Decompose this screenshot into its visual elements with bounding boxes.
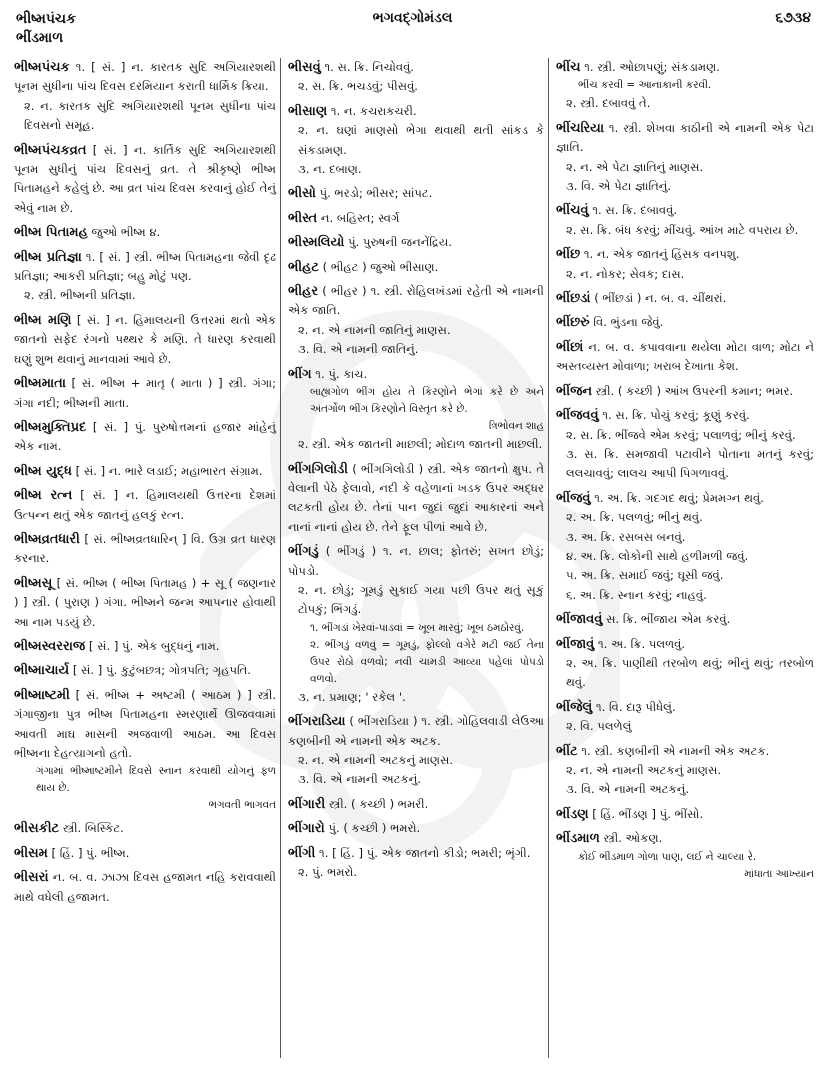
definition-text: જુઓ ભીષ્મ ૪. (91, 225, 161, 240)
headword: ભીંજેલું (556, 699, 593, 715)
definition-text: ૧. સ. ક્રિ. દબાવવું. (592, 203, 678, 218)
sense-item: ૨. સ્ત્રી. ભીષ્મની પ્રતિજ્ઞા. (24, 288, 136, 303)
dictionary-entry (14, 418, 276, 457)
entry-definition (288, 712, 544, 751)
entry-definition (556, 245, 814, 264)
entry-definition (288, 282, 544, 321)
headword: ભીષ્મવ્રતધારી (14, 531, 80, 547)
definition-text: [ હિં. ] પું. ભીષ્મ. (51, 845, 130, 860)
entry-definition (14, 223, 276, 242)
definition-text: [ સં. ભીષ્મ + અષ્ટમી ( આઠમ ) ] સ્ત્રી. ગંગાજીના પુત્ર ભીષ્મ પિતામહના સ્મરણાર્થે ઊજવવામાં આવતી માઘ માસની અજવાળી આઠમ. આ દિવસ ભીષ્મના દેહત્યાગનો હતો. (14, 687, 276, 760)
entry-definition (288, 258, 544, 277)
headword: ભીંછાં (556, 339, 584, 355)
dictionary-entry (556, 805, 814, 824)
definition-text: ( ભીંગરાડિયા ) ૧. સ્ત્રી. ગોહિલવાડી લેઉઆ કણબીની એ નામની એક અટક. (288, 714, 544, 748)
sense-item: ૨. અ. ક્રિ. પાણીથી તરબોળ થવું; ભીનું થવું; તરબોળ થવું. (566, 655, 814, 690)
sense-item: ૨. ન. નોકર; સેવક; દાસ. (566, 266, 685, 281)
dictionary-entry (288, 460, 544, 538)
sense-item: ૨. સ્ત્રી. દબાવવું તે. (566, 96, 651, 111)
dictionary-entry (288, 209, 544, 228)
dictionary-entry (14, 141, 276, 219)
dictionary-entry (556, 119, 814, 197)
dictionary-entry (14, 844, 276, 863)
sense-item: ૨. ન. એ પેટા જ્ઞાતિનું માણસ. (566, 159, 704, 174)
entry-definition (288, 542, 544, 581)
entry-definition (556, 610, 814, 629)
dictionary-entry (288, 258, 544, 277)
headword: ભીષ્મમુક્તિપ્રદ (14, 419, 87, 435)
headword: ભીષ્મપંચકવ્રત (14, 142, 87, 158)
headword: ભીહટ (288, 259, 319, 275)
example-quote: ભીંચ કરવી = આનાકાની કરવી. (578, 79, 712, 92)
dictionary-entry (14, 223, 276, 242)
definition-text: ૧. સ્ત્રી. ઓછાપણું; સંકડામણ. (584, 60, 720, 74)
dictionary-entry (556, 201, 814, 240)
headword: ભીંગગિલોડી (288, 461, 348, 477)
dictionary-entry (14, 686, 276, 815)
headword: ભીષ્મ મણિ (14, 312, 72, 328)
dictionary-entry (14, 637, 276, 656)
dictionary-entry (14, 374, 276, 413)
definition-text: ( ભીંગડું ) ૧. ન. છાલ; ફોતરું; સખત છોડું; પોપડો. (288, 544, 545, 578)
dictionary-entry (556, 382, 814, 401)
headword: ભીષ્મસ્વરરાજ (14, 638, 86, 654)
example-quote: બાહ્યગોળ ભીંગ હોય તે કિરણોને ભેગાં કરે છે અને અંતર્ગોળ ભીંગ કિરણોને વિસ્તૃત કરે છે. (310, 386, 544, 416)
entry-definition (14, 486, 276, 525)
definition-text: ન. બહિસ્ત; સ્વર્ગ (320, 210, 400, 225)
entry-definition (14, 58, 276, 97)
sense-item: ૩. ન. પ્રમાણ; ' રકેલ '. (298, 689, 406, 704)
definition-text: ( ભીંગગિલોડી ) સ્ત્રી. એક જાતનો ક્ષુપ. તે વેલાની પેઠે ફેલાવો, નદી કે વહેળાનાં ખડક ઉપર અદ્ધર લટકતી હોય છે. તેનાં પાન જુદાં જુદાં આકારનાં અને નાનાં નાનાં હોય છે. તેને ફૂલ પીળાં આવે છે. (288, 461, 545, 534)
entry-definition (14, 844, 276, 863)
quote-citation: માંધાતા આખ્યાન (744, 867, 814, 880)
column-3 (556, 58, 814, 1068)
headword: ભીંડમાળ (556, 831, 600, 847)
headword: ભીંજાવું (556, 636, 595, 652)
definition-text: ૧. સ્ત્રી. કણબીની એ નામની એક અટક. (581, 743, 770, 758)
headword: ભીંજન (556, 383, 593, 399)
headword: ભીષ્મ રત્ન (14, 488, 73, 504)
dictionary-entry (14, 819, 276, 838)
sense-item: ૨. વિ. પલળેલું (566, 719, 632, 734)
sense-item: ૩. વિ. એ નામની અટકનું. (298, 772, 422, 787)
definition-text: ૧. ન. એક જાતનું હિંસક વનપશુ. (583, 247, 740, 262)
headword: ભીંગારો (288, 821, 325, 837)
headword: ભીંચ (556, 60, 581, 75)
headword: ભીસમ (14, 845, 48, 861)
sense-item: ૨. ન. છોડું; ગૂમડું સુકાઈ ગયા પછી ઉપર થતું સૂકું ટોપકું; ભિંગડું. (298, 582, 544, 617)
entry-definition (556, 805, 814, 824)
entry-definition (14, 418, 276, 457)
entry-definition (556, 58, 814, 77)
sense-item: ૨. પું. ભમરો. (298, 865, 358, 879)
dictionary-entry (288, 712, 544, 790)
definition-text: ૧. અ. ક્રિ. ગદગદ થવું; પ્રેમમગ્ન થવું. (594, 490, 764, 505)
headword: ભીસાણ (288, 103, 328, 119)
dictionary-entry (556, 58, 814, 114)
entry-definition (288, 819, 544, 838)
dictionary-entry (288, 102, 544, 180)
definition-text: પું. ભરડો; ભીસર; સાંપટ. (319, 186, 433, 201)
dictionary-entry (14, 661, 276, 680)
guide-word-last: ભીંડમાળ (16, 30, 64, 46)
headword: ભીસ્ત (288, 210, 318, 226)
headword: ભીંચરિયા (556, 120, 605, 136)
dictionary-entry (288, 365, 544, 455)
definition-text: ૧. [ સં. ] સ્ત્રી. ભીષ્મ પિતામહના જેવી દૃઢ પ્રતિજ્ઞા; આકરી પ્રતિજ્ઞા; બહુ મોટું પણ. (14, 249, 276, 284)
dictionary-entry (14, 574, 276, 632)
entry-definition (14, 661, 276, 680)
sense-item: ૩. ન. દબાણ. (298, 162, 362, 177)
sense-item: ૨. અ. ક્રિ. પલળવું; ભીનું થવું. (566, 510, 703, 525)
definition-text: ૧. વિ. દારૂ પીધેલું. (595, 699, 676, 714)
dictionary-entry (288, 58, 544, 97)
dictionary-entry (556, 610, 814, 629)
dictionary-entry (14, 462, 276, 481)
entry-definition (288, 460, 544, 538)
dictionary-entry (288, 819, 544, 838)
entry-definition (288, 233, 544, 252)
dictionary-entry (14, 868, 276, 907)
dictionary-entry (288, 795, 544, 814)
entry-definition (556, 489, 814, 508)
definition-text: [ સં. ] ન. કાર્તિક સુદિ અગિયારશથી પૂનમ સુધીનું પાંચ દિવસનું વ્રત. તે શ્રીકૃષ્ણે ભીષ્મ પિતામહને કહેલું છે. આ વ્રત પાંચ દિવસ કરવાનું હોઈ તેનું એવું નામ છે. (14, 142, 277, 215)
entry-definition (288, 844, 544, 863)
entry-definition (556, 829, 814, 848)
sense-item: ૬. અ. ક્રિ. સ્નાન કરવું; નાહવું. (566, 587, 707, 602)
column-2 (288, 58, 544, 1068)
page-header (0, 0, 825, 56)
definition-text: [ હિં. ભીંડણ ] પું. ભીંસો. (592, 806, 704, 821)
definition-text: ( ભીહર ) ૧. સ્ત્રી. રોહિલખંડમાં રહેતી એ નામની એક જાતિ. (288, 284, 544, 318)
headword: ભીંછ (556, 247, 581, 263)
definition-text: ૧. ન. કચરાકચરી. (330, 103, 417, 118)
idiom-item: ૧. ભીંગડાં ખેરવાં-પાડવાં = ખૂબ મારવું; ખૂબ ઠમઠોરવું. (310, 621, 525, 634)
dictionary-entry (14, 486, 276, 525)
headword: ભીંગી (288, 845, 316, 861)
definition-text: સ્ત્રી. બિસ્કિટ. (62, 821, 124, 836)
dictionary-entry (556, 742, 814, 800)
definition-text: [ સં. ] ન. હિમાલયની ઉત્તરમાં થતો એક જાતનો સફેદ રંગનો પથ્થર કે મણિ. તે ધારણ કરવાથી ઘણું શુભ થવાનું માનવામાં આવે છે. (14, 312, 276, 366)
entry-definition (14, 374, 276, 413)
sense-item: ૨. સ્ત્રી. એક જાતની માછલી; મોદાળ જાતની માછલી. (298, 437, 543, 452)
definition-text: [ સં. ] પું. કુટુંબછત્ર; ગોત્રપતિ; ગૃહપતિ. (72, 663, 251, 678)
dictionary-entry (288, 844, 544, 883)
entry-definition (556, 289, 814, 308)
example-quote: કોઈ ભીંડમાળ ગોળા પાણ, લઈ ને ચાલ્યા રે. (578, 850, 757, 863)
sense-item: ૩. અ. ક્રિ. રસબસ બનવું. (566, 529, 686, 544)
definition-text: [ સં. ] ન. ભારે લડાઈ; મહાભારત સંગ્રામ. (75, 463, 263, 478)
sense-item: ૨. સ. ક્રિ. ભીંજવે એમ કરવું; પલાળવું; ભીનું કરવું. (566, 427, 796, 442)
idiom-item: ૨. ભીંગડું વળવું = ગૂમડું, ફોલ્લો વગેરે મટી જઈ તેના ઉપર રોઠો વળવો; નવી ચામડી આવ્યા પહેલાં પોપડો વળવો. (310, 638, 544, 685)
sense-item: ૩. વિ. એ નામની અટકનું. (566, 782, 690, 797)
column-1 (14, 58, 276, 1068)
sense-item: ૨. ન. ઘણાં માણસો ભેગા થવાથી થતી સાંકડ કે સંકડામણ. (298, 123, 544, 157)
entry-definition (556, 313, 814, 332)
entry-definition (14, 868, 276, 907)
entry-definition (556, 698, 814, 717)
dictionary-entry (556, 489, 814, 605)
headword: ભીંજવવું (556, 408, 599, 424)
sense-item: ૩. વિ. એ નામની જાતિનું. (298, 342, 419, 357)
dictionary-entry (14, 311, 276, 369)
definition-text: [ સં. ] પું. એક બુદ્ધનું નામ. (88, 638, 220, 653)
dictionary-entry (288, 184, 544, 203)
sense-item: ૩. વિ. એ પેટા જ્ઞાતિનું. (566, 179, 672, 194)
entry-definition (288, 58, 544, 77)
sense-item: ૫. અ. ક્રિ. સમાઈ જવું; ઘૂસી જવું. (566, 568, 724, 583)
dictionary-entry (556, 406, 814, 484)
definition-text: ( ભીંછડાં ) ન. બ. વ. ચીંથરાં. (594, 291, 727, 306)
definition-text: [ સં. ભીષ્મ + માતૃ ( માતા ) ] સ્ત્રી. ગંગા; ગંગા નદી; ભીષ્મની માતા. (14, 376, 276, 410)
definition-text: ( ભીહટ ) જુઓ ભીસાણ. (322, 259, 439, 274)
definition-text: પું. ( કચ્છી ) ભમરો. (328, 821, 421, 836)
definition-text: ૧. [ હિં. ] પું. એક જાતનો કીડો; ભમરી; ભૃંગી. (319, 845, 531, 860)
sense-item: ૨. ન. એ નામની જાતિનું માણસ. (298, 322, 451, 337)
dictionary-entry (14, 248, 276, 306)
headword: ભીંટ (556, 743, 578, 759)
entry-definition (556, 338, 814, 377)
entry-definition (14, 637, 276, 656)
definition-text: [ સં. ] ન. હિમાલયથી ઉત્તરના દેશમાં ઉત્પન્ન થતું એક જાતનું હલકું રત્ન. (14, 488, 276, 522)
headword: ભીંડણ (556, 806, 589, 822)
quote-citation: ત્રિભોવન શાહ (488, 420, 544, 433)
definition-text: ૧. પું. કાચ. (315, 366, 368, 381)
headword: ભીંગ (288, 366, 312, 382)
headword: ભીસવું (288, 60, 321, 75)
headword: ભીસરાં (14, 870, 49, 886)
definition-text: [ સં. ભીષ્મ ( ભીષ્મ પિતામહ ) + સૂ ( જણનાર ) ] સ્ત્રી. ( પુરાણ ) ગંગા. ભીષ્મને જન્મ આપનાર હોવાથી આ નામ પડયું છે. (14, 575, 277, 629)
definition-text: સ. ક્રિ. ભીંજાય એમ કરવું. (606, 612, 731, 627)
quote-citation: ભગવતી ભાગવત (208, 799, 276, 812)
definition-text: ૧. [ સં. ] ન. કારતક સુદિ અગિયારશથી પૂનમ સુધીના પાંચ દિવસ દરમિયાન કરાતી ધાર્મિક ક્રિયા. (14, 60, 276, 94)
entry-definition (14, 248, 276, 287)
entry-definition (288, 184, 544, 203)
dictionary-entry (556, 289, 814, 308)
definition-text: સ્ત્રી. ( કચ્છી ) આંખ ઉપરની કમાન; ભમર. (595, 383, 794, 398)
dictionary-entry (556, 698, 814, 737)
entry-definition (288, 795, 544, 814)
entry-definition (288, 209, 544, 228)
dictionary-entry (556, 635, 814, 693)
headword: ભીંચવું (556, 203, 589, 219)
dictionary-entry (556, 338, 814, 377)
sense-item: ૨. સ. ક્રિ. ભચડવું; પીસવું. (298, 79, 418, 94)
definition-text: વિ. ભુંડના જેવું. (593, 315, 664, 330)
definition-text: [ સં. ભીષ્મવ્રતધારિન્ ] વિ. ઉગ્ર વ્રત ધારણ કરનાર. (14, 531, 277, 566)
page-number: ૬૭૩૪ (775, 10, 811, 26)
headword: ભીષ્મ પ્રતિજ્ઞા (14, 249, 82, 265)
headword: ભીંછરું (556, 315, 590, 331)
definition-text: સ્ત્રી. ( કચ્છી ) ભમરી. (328, 796, 429, 811)
definition-text: ન. બ. વ. ઝાઝા દિવસ હજામત નહિ કરાવવાથી માથે વધેલી હજામત. (14, 870, 276, 904)
example-quote: ગંગામાં ભીષ્માષ્ટમીને દિવસે સ્નાન કરવાથી યોગનું ફળ થાય છે. (36, 765, 276, 795)
entry-definition (556, 382, 814, 401)
headword: ભીષ્મમાતા (14, 376, 66, 392)
entry-definition (556, 406, 814, 425)
book-title: ભગવદ્ગોમંડલ (372, 10, 453, 26)
dictionary-entry (556, 313, 814, 332)
dictionary-entry (14, 530, 276, 569)
dictionary-entry (556, 245, 814, 284)
headword: ભીસકીટ (14, 821, 60, 837)
dictionary-entry (288, 542, 544, 707)
dictionary-entry (14, 58, 276, 136)
dictionary-entry (288, 233, 544, 252)
dictionary-columns (0, 58, 825, 1068)
entry-definition (14, 311, 276, 369)
sense-item: ૨. ન. કારતક સુદિ અગિયારશથી પૂનમ સુધીના પાંચ દિવસનો સમૂહ. (24, 98, 276, 133)
definition-text: ન. બ. વ. કપાવવાના થયેલા મોટા વાળ; મોટા ને અસ્તવ્યસ્ત મોવાળા; ખરાબ દેખાતા કેશ. (556, 339, 814, 374)
entry-definition (288, 102, 544, 121)
entry-definition (556, 119, 814, 158)
entry-definition (14, 462, 276, 481)
entry-definition (14, 530, 276, 569)
definition-text: સ્ત્રી. ઓકણ. (603, 831, 663, 846)
guide-word-first: ભીષ્મપંચક (16, 11, 77, 27)
entry-definition (556, 742, 814, 761)
definition-text: ૧. સ. ક્રિ. નિચોવવું. (324, 60, 414, 74)
entry-definition (14, 819, 276, 838)
headword: ભીંજાવવું (556, 612, 603, 628)
headword: ભીંગરાડિયા (288, 714, 346, 730)
definition-text: ૧. સ. ક્રિ. પોચું કરવું; કૂણું કરવું. (602, 408, 750, 423)
headword: ભીષ્મ પિતામહ (14, 225, 88, 241)
headword: ભીષ્મ યુદ્ધ (14, 463, 72, 479)
entry-definition (14, 141, 276, 219)
headword: ભીષ્મસૂ (14, 575, 53, 591)
entry-definition (556, 635, 814, 654)
dictionary-entry (288, 282, 544, 360)
headword: ભીસો (288, 186, 316, 202)
headword: ભીષ્માષ્ટમી (14, 687, 70, 703)
headword: ભીષ્મપંચક (14, 60, 70, 75)
headword: ભીસ્મલિયો (288, 235, 345, 251)
definition-text: પું. પુરુષની જનનેંદ્રિય. (348, 235, 453, 250)
entry-definition (556, 201, 814, 220)
headword: ભીહર (288, 284, 319, 300)
headword: ભીંજવું (556, 490, 591, 506)
definition-text: [ સં. ] પું. પુરુષોત્તમનાં હજાર માંહેનું એક નામ. (14, 419, 276, 454)
sense-item: ૨. ન. એ નામની અટકનું માણસ. (566, 763, 722, 777)
headword: ભીષ્માચાર્ય (14, 663, 70, 679)
sense-item: ૨. ન. એ નામની અટકનું માણસ. (298, 752, 454, 767)
entry-definition (288, 365, 544, 384)
sense-item: ૪. અ. ક્રિ. લોકોની સાથે હળીમળી જવું. (566, 548, 749, 563)
dictionary-entry (556, 829, 814, 882)
headword: ભીંગડું (288, 544, 319, 560)
headword: ભીંગારી (288, 796, 326, 812)
definition-text: ૧. સ્ત્રી. શેખવા કાઠીની એ નામની એક પેટા જ્ઞાતિ. (556, 120, 814, 155)
entry-definition (14, 686, 276, 764)
definition-text: ૧. અ. ક્રિ. પલળવું. (597, 636, 686, 651)
sense-item: ૨. સ. ક્રિ. બંધ કરવું; મીંચવું. આંખ માટે વપરાય છે. (566, 222, 799, 237)
entry-definition (14, 574, 276, 632)
sense-item: ૩. સ. ક્રિ. સમજાવી પટાવીને પોતાના મતનું કરવું; લલચાવવું; લાલચ આપી પિગળાવવું. (566, 446, 814, 481)
headword: ભીંછડાં (556, 291, 591, 307)
